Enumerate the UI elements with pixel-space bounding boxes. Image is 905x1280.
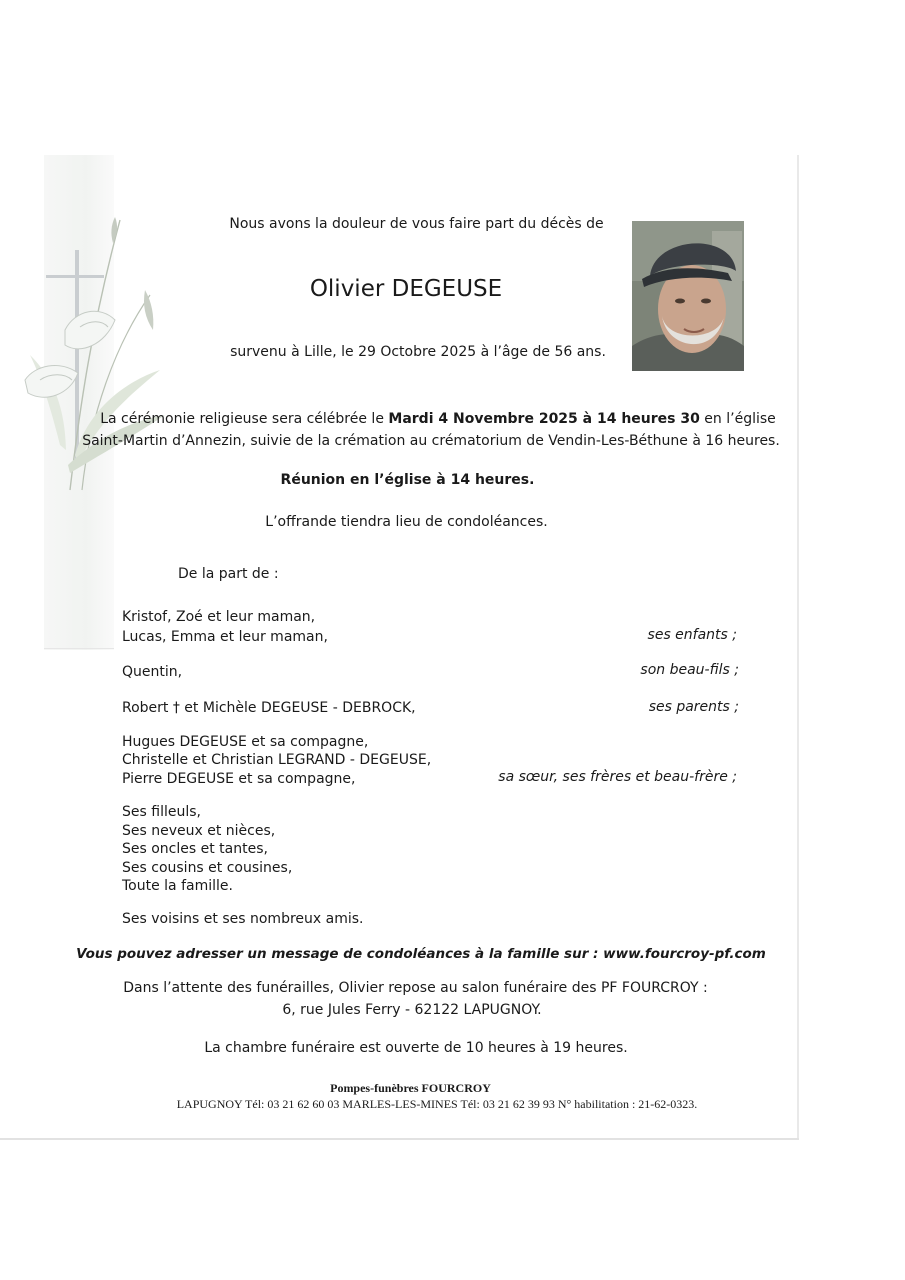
relation-parents: ses parents ; <box>648 699 739 715</box>
repose-line-2: 6, rue Jules Ferry - 62122 LAPUGNOY. <box>282 1002 542 1018</box>
family-lucas: Lucas, Emma et leur maman, <box>122 629 328 645</box>
relation-enfants: ses enfants ; <box>647 627 737 643</box>
de-la-part-label: De la part de : <box>178 566 279 582</box>
family-famille: Toute la famille. <box>122 878 233 894</box>
ceremony-line-1 <box>0 410 876 428</box>
ceremony-text: La cérémonie religieuse sera célébrée le <box>100 411 389 427</box>
family-cousins: Ses cousins et cousines, <box>122 860 293 876</box>
chambre-hours: La chambre funéraire est ouverte de 10 heures à 19 heures. <box>204 1040 628 1056</box>
deceased-name: Olivier DEGEUSE <box>309 276 503 302</box>
divider <box>44 648 114 649</box>
offering-text: L’offrande tiendra lieu de condoléances. <box>265 514 548 530</box>
family-quentin: Quentin, <box>122 664 183 680</box>
ceremony-date: Mardi 4 Novembre 2025 à 14 heures 30 <box>388 411 700 427</box>
repose-line-1: Dans l’attente des funérailles, Olivier repose au salon funéraire des PF FOURCROY : <box>123 980 708 996</box>
website-line: Vous pouvez adresser un message de condoléances à la famille sur : www.fourcroy-pf.com <box>76 946 766 962</box>
footer-title: Pompes-funèbres FOURCROY <box>330 1081 491 1095</box>
reunion-text: Réunion en l’église à 14 heures. <box>280 472 535 488</box>
family-filleuls: Ses filleuls, <box>122 804 201 820</box>
relation-beau-fils: son beau-fils ; <box>640 662 739 678</box>
family-robert: Robert † et Michèle DEGEUSE - DEBROCK, <box>122 700 416 716</box>
family-pierre: Pierre DEGEUSE et sa compagne, <box>122 771 356 787</box>
footer-contact: LAPUGNOY Tél: 03 21 62 60 03 MARLES-LES-MINES Tél: 03 21 62 39 93 N° habilitation : 21-62-0323. <box>176 1097 698 1111</box>
death-info: survenu à Lille, le 29 Octobre 2025 à l’âge de 56 ans. <box>230 344 606 360</box>
relation-siblings: sa sœur, ses frères et beau-frère ; <box>498 769 737 785</box>
family-christelle: Christelle et Christian LEGRAND - DEGEUSE, <box>122 752 432 768</box>
family-kristof: Kristof, Zoé et leur maman, <box>122 609 316 625</box>
ceremony-line-2: Saint-Martin d’Annezin, suivie de la crémation au crématorium de Vendin-Les-Béthune à 16 heures. <box>82 433 780 449</box>
family-voisins: Ses voisins et ses nombreux amis. <box>122 911 364 927</box>
intro-text: Nous avons la douleur de vous faire part du décès de <box>229 216 604 232</box>
ceremony-text-end: en l’église <box>699 411 776 427</box>
family-oncles: Ses oncles et tantes, <box>122 841 268 857</box>
family-neveux: Ses neveux et nièces, <box>122 823 276 839</box>
family-hugues: Hugues DEGEUSE et sa compagne, <box>122 734 369 750</box>
page-border-bottom <box>0 1138 799 1140</box>
